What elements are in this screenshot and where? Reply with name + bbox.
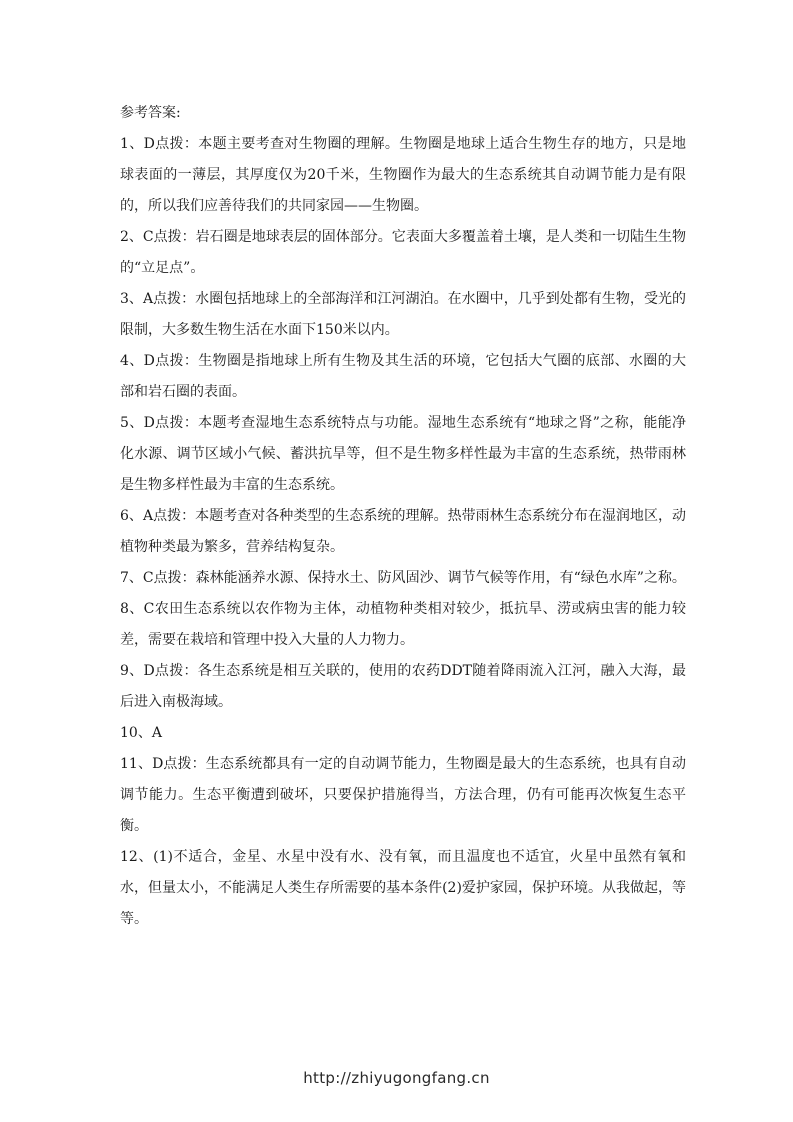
document-body [120, 98, 686, 935]
answer-item-6: 6、A点拨：本题考查对各种类型的生态系统的理解。热带雨林生态系统分布在湿润地区，动植物种类最为繁多，营养结构复杂。 [120, 508, 686, 555]
footer-url: http://zhiyugongfang.cn [303, 1069, 490, 1087]
answer-item-11: 11、D点拨：生态系统都具有一定的自动调节能力，生物圈是最大的生态系统，也具有自动调节能力。生态平衡遭到破坏，只要保护措施得当，方法合理，仍有可能再次恢复生态平衡。 [120, 756, 686, 834]
answer-item-5: 5、D点拨：本题考查湿地生态系统特点与功能。湿地生态系统有“地球之肾”之称，能能净化水源、调节区域小气候、蓄洪抗旱等，但不是生物多样性最为丰富的生态系统，热带雨林是生物多样性最为丰富的生态系统。 [120, 415, 686, 493]
answer-item-1: 1、D点拨：本题主要考查对生物圈的理解。生物圈是地球上适合生物生存的地方，只是地球表面的一薄层，其厚度仅为20千米，生物圈作为最大的生态系统其自动调节能力是有限的，所以我们应善待我们的共同家园——生物圈。 [120, 136, 686, 214]
answer-item-4: 4、D点拨：生物圈是指地球上所有生物及其生活的环境，它包括大气圈的底部、水圈的大部和岩石圈的表面。 [120, 353, 686, 400]
answer-item-8: 8、C农田生态系统以农作物为主体，动植物种类相对较少，抵抗旱、涝或病虫害的能力较差，需要在栽培和管理中投入大量的人力物力。 [120, 601, 686, 648]
answer-list [120, 129, 686, 935]
answer-item-10: 10、A [120, 725, 162, 741]
answer-item-3: 3、A点拨：水圈包括地球上的全部海洋和江河湖泊。在水圈中，几乎到处都有生物，受光的限制，大多数生物生活在水面下150米以内。 [120, 291, 686, 338]
answer-item-12: 12、(1)不适合，金星、水星中没有水、没有氧，而且温度也不适宜，火星中虽然有氧和水，但量太小，不能满足人类生存所需要的基本条件(2)爱护家园，保护环境。从我做起，等等。 [120, 849, 686, 927]
answer-item-2: 2、C点拨：岩石圈是地球表层的固体部分。它表面大多覆盖着土壤，是人类和一切陆生生物的“立足点”。 [120, 229, 686, 276]
answer-item-9: 9、D点拨：各生态系统是相互关联的，使用的农药DDT随着降雨流入江河，融入大海，最后进入南极海域。 [120, 663, 686, 710]
answer-item-7: 7、C点拨：森林能涵养水源、保持水土、防风固沙、调节气候等作用，有“绿色水库”之称。 [120, 570, 686, 586]
answers-heading: 参考答案: [120, 105, 181, 121]
